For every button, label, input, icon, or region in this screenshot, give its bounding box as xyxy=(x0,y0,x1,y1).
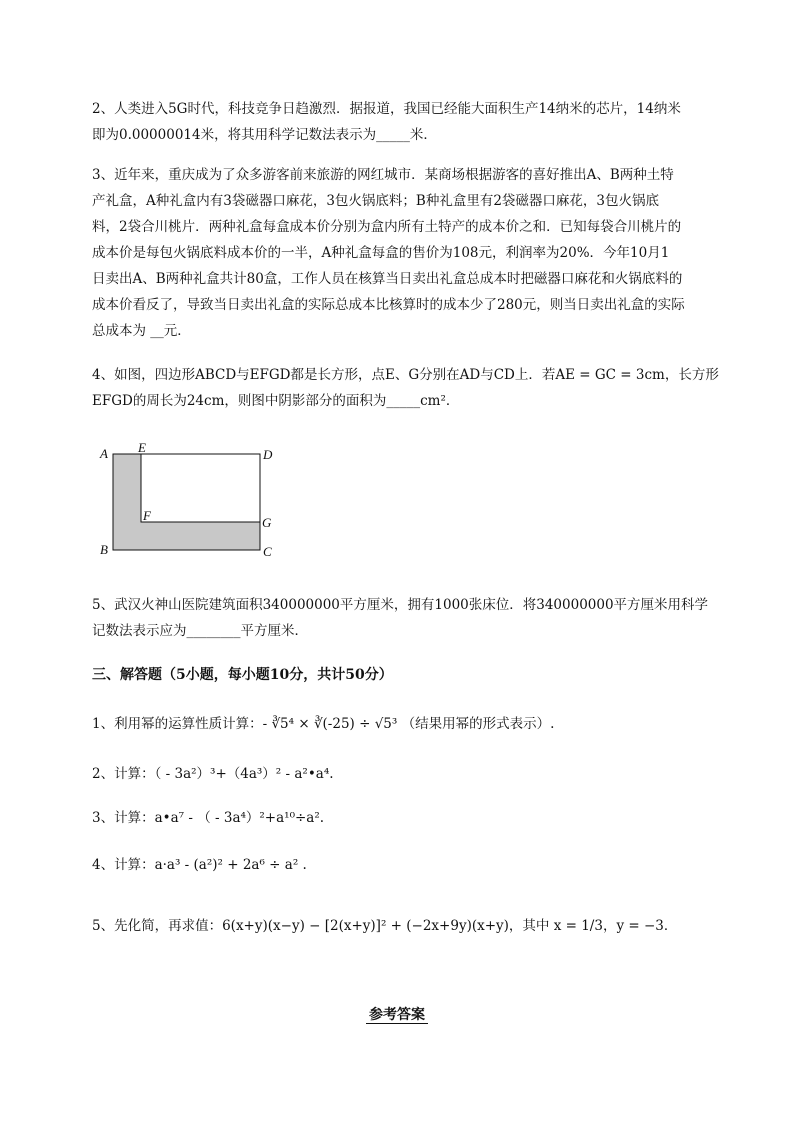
question-4 xyxy=(92,362,742,414)
question-3-line-4: 成本价是每包火锅底料成本价的一半，A种礼盒每盒的售价为108元，利润率为20%．今年10月1 xyxy=(92,245,670,261)
section-3-question-4: 4、计算：a·a³ - (a²)² + 2a⁶ ÷ a² . xyxy=(92,857,307,873)
answer-title xyxy=(0,1004,794,1024)
label-a: A xyxy=(100,446,108,461)
question-3-line-6: 成本价看反了，导致当日卖出礼盒的实际总成本比核算时的成本少了280元，则当日卖出礼盒的实际 xyxy=(92,297,685,313)
question-2-line-1: 2、人类进入5G时代，科技竞争日趋激烈．据报道，我国已经能大面积生产14纳米的芯片，14纳米 xyxy=(92,101,681,117)
section-3-title: 三、解答题（5小题，每小题10分，共计50分） xyxy=(92,667,393,683)
question-3-line-3: 料，2袋合川桃片．两种礼盒每盒成本价分别为盒内所有土特产的成本价之和．已知每袋合川桃片的 xyxy=(92,219,682,235)
question-5-line-1: 5、武汉火神山医院建筑面积340000000平方厘米，拥有1000张床位．将340000000平方厘米用科学 xyxy=(92,597,709,613)
section-3-question-1: 1、利用幂的运算性质计算：- ∛5⁴ × ∛(-25) ÷ √5³ （结果用幂的形式表示）. xyxy=(92,716,555,732)
answer-title-text: 参考答案 xyxy=(366,1007,428,1024)
question-4-line-2: EFGD的周长为24cm，则图中阴影部分的面积为_____cm²． xyxy=(92,393,460,409)
label-f: F xyxy=(143,508,151,523)
label-c: C xyxy=(263,544,272,559)
rectangle-figure xyxy=(96,442,296,562)
label-b: B xyxy=(100,542,108,557)
inner-rectangle-efgd xyxy=(141,454,260,522)
question-3-line-1: 3、近年来，重庆成为了众多游客前来旅游的网红城市．某商场根据游客的喜好推出A、B两种土特 xyxy=(92,167,674,183)
section-3-question-3: 3、计算：a•a⁷ - （ - 3a⁴）²+a¹⁰÷a². xyxy=(92,810,325,826)
label-g: G xyxy=(262,515,272,530)
question-2 xyxy=(92,96,742,148)
question-3-line-5: 日卖出A、B两种礼盒共计80盒，工作人员在核算当日卖出礼盒总成本时把磁器口麻花和火锅底料的 xyxy=(92,271,683,287)
section-3-question-5: 5、先化简，再求值：6(x+y)(x−y) − [2(x+y)]² + (−2x+9y)(x+y)，其中 x = 1/3，y = −3． xyxy=(92,918,678,934)
label-d: D xyxy=(263,447,273,462)
question-5 xyxy=(92,592,742,644)
question-4-line-1: 4、如图，四边形ABCD与EFGD都是长方形，点E、G分别在AD与CD上．若AE = GC = 3cm，长方形 xyxy=(92,367,719,383)
question-5-line-2: 记数法表示应为________平方厘米． xyxy=(92,623,308,639)
question-3 xyxy=(92,162,742,344)
question-3-line-2: 产礼盒，A种礼盒内有3袋磁器口麻花，3包火锅底料；B种礼盒里有2袋磁器口麻花，3包火锅底 xyxy=(92,193,660,209)
question-3-line-7: 总成本为 __元． xyxy=(92,323,191,339)
section-3-question-2: 2、计算：（ - 3a²）³+（4a³）² - a²•a⁴. xyxy=(92,766,334,782)
question-2-line-2: 即为0.00000014米，将其用科学记数法表示为_____米． xyxy=(92,127,437,143)
shaded-region xyxy=(113,454,260,550)
label-e: E xyxy=(138,442,146,455)
